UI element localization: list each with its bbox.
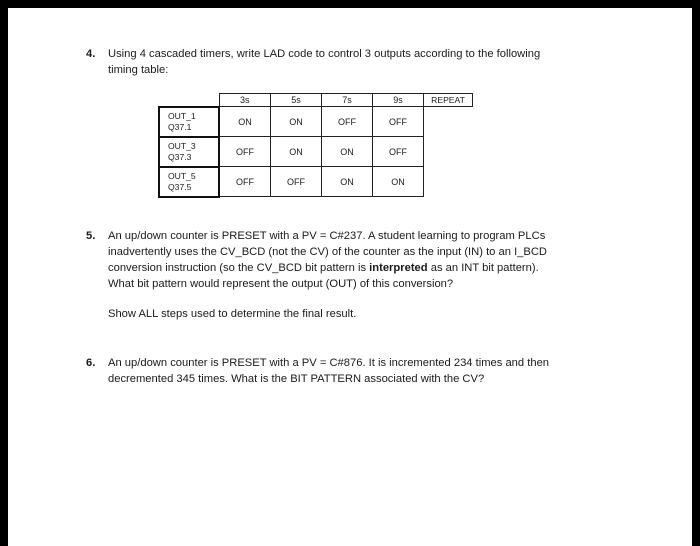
- line-3-part-a: conversion instruction (so the CV_BCD bit pattern is: [108, 262, 370, 274]
- question-4-line-2: timing table:: [108, 64, 169, 76]
- interpreted-emphasis: interpreted: [369, 262, 428, 274]
- table-cell: ON: [271, 107, 322, 137]
- header-3s: 3s: [219, 94, 271, 107]
- row-label-out-5: [159, 167, 219, 197]
- output-address: Q37.1: [168, 121, 192, 132]
- table-cell: OFF: [219, 167, 271, 197]
- table-cell: ON: [322, 137, 373, 167]
- header-repeat: REPEAT: [424, 94, 473, 107]
- table-cell: OFF: [322, 107, 373, 137]
- line-3-part-c: as an INT bit pattern).: [427, 262, 539, 274]
- blank-corner-cell: [159, 94, 219, 107]
- output-name: OUT_5: [168, 170, 196, 181]
- table-cell: ON: [219, 107, 271, 137]
- question-5-line-2: inadvertently uses the CV_BCD (not the CV) of the counter as the input (IN) to an I_BCD: [108, 246, 548, 258]
- output-name: OUT_1: [168, 110, 196, 121]
- question-6: [86, 355, 586, 387]
- timing-table: [158, 93, 473, 198]
- output-name: OUT_3: [168, 140, 196, 151]
- header-7s: 7s: [322, 94, 373, 107]
- question-5: [86, 228, 586, 292]
- timing-table-header-row: [159, 94, 473, 107]
- output-address: Q37.5: [168, 181, 192, 192]
- question-4: [86, 46, 586, 78]
- blank-cell: [424, 107, 473, 137]
- table-row: [159, 137, 473, 167]
- table-cell: OFF: [373, 137, 424, 167]
- question-6-line-1: An up/down counter is PRESET with a PV = C#876. It is incremented 234 times and then: [108, 357, 550, 369]
- table-cell: ON: [322, 167, 373, 197]
- question-6-number: 6.: [86, 357, 96, 369]
- blank-cell: [424, 137, 473, 167]
- table-row: [159, 107, 473, 137]
- question-4-line-1: Using 4 cascaded timers, write LAD code to control 3 outputs according to the following: [108, 48, 541, 60]
- table-cell: ON: [373, 167, 424, 197]
- question-5-number: 5.: [86, 230, 96, 242]
- table-cell: OFF: [373, 107, 424, 137]
- question-5-line-1: An up/down counter is PRESET with a PV = C#237. A student learning to program PLCs: [108, 230, 546, 242]
- question-4-number: 4.: [86, 48, 96, 60]
- row-label-out-1: [159, 107, 219, 137]
- question-5-line-4: What bit pattern would represent the output (OUT) of this conversion?: [108, 278, 454, 290]
- table-row: [159, 167, 473, 197]
- question-5-line-3: [108, 260, 586, 276]
- row-label-out-3: [159, 137, 219, 167]
- header-5s: 5s: [271, 94, 322, 107]
- output-address: Q37.3: [168, 151, 192, 162]
- question-5-note: Show ALL steps used to determine the final result.: [108, 308, 357, 320]
- blank-cell: [424, 167, 473, 197]
- table-cell: OFF: [271, 167, 322, 197]
- table-cell: OFF: [219, 137, 271, 167]
- table-cell: ON: [271, 137, 322, 167]
- question-6-line-2: decremented 345 times. What is the BIT PATTERN associated with the CV?: [108, 373, 485, 385]
- header-9s: 9s: [373, 94, 424, 107]
